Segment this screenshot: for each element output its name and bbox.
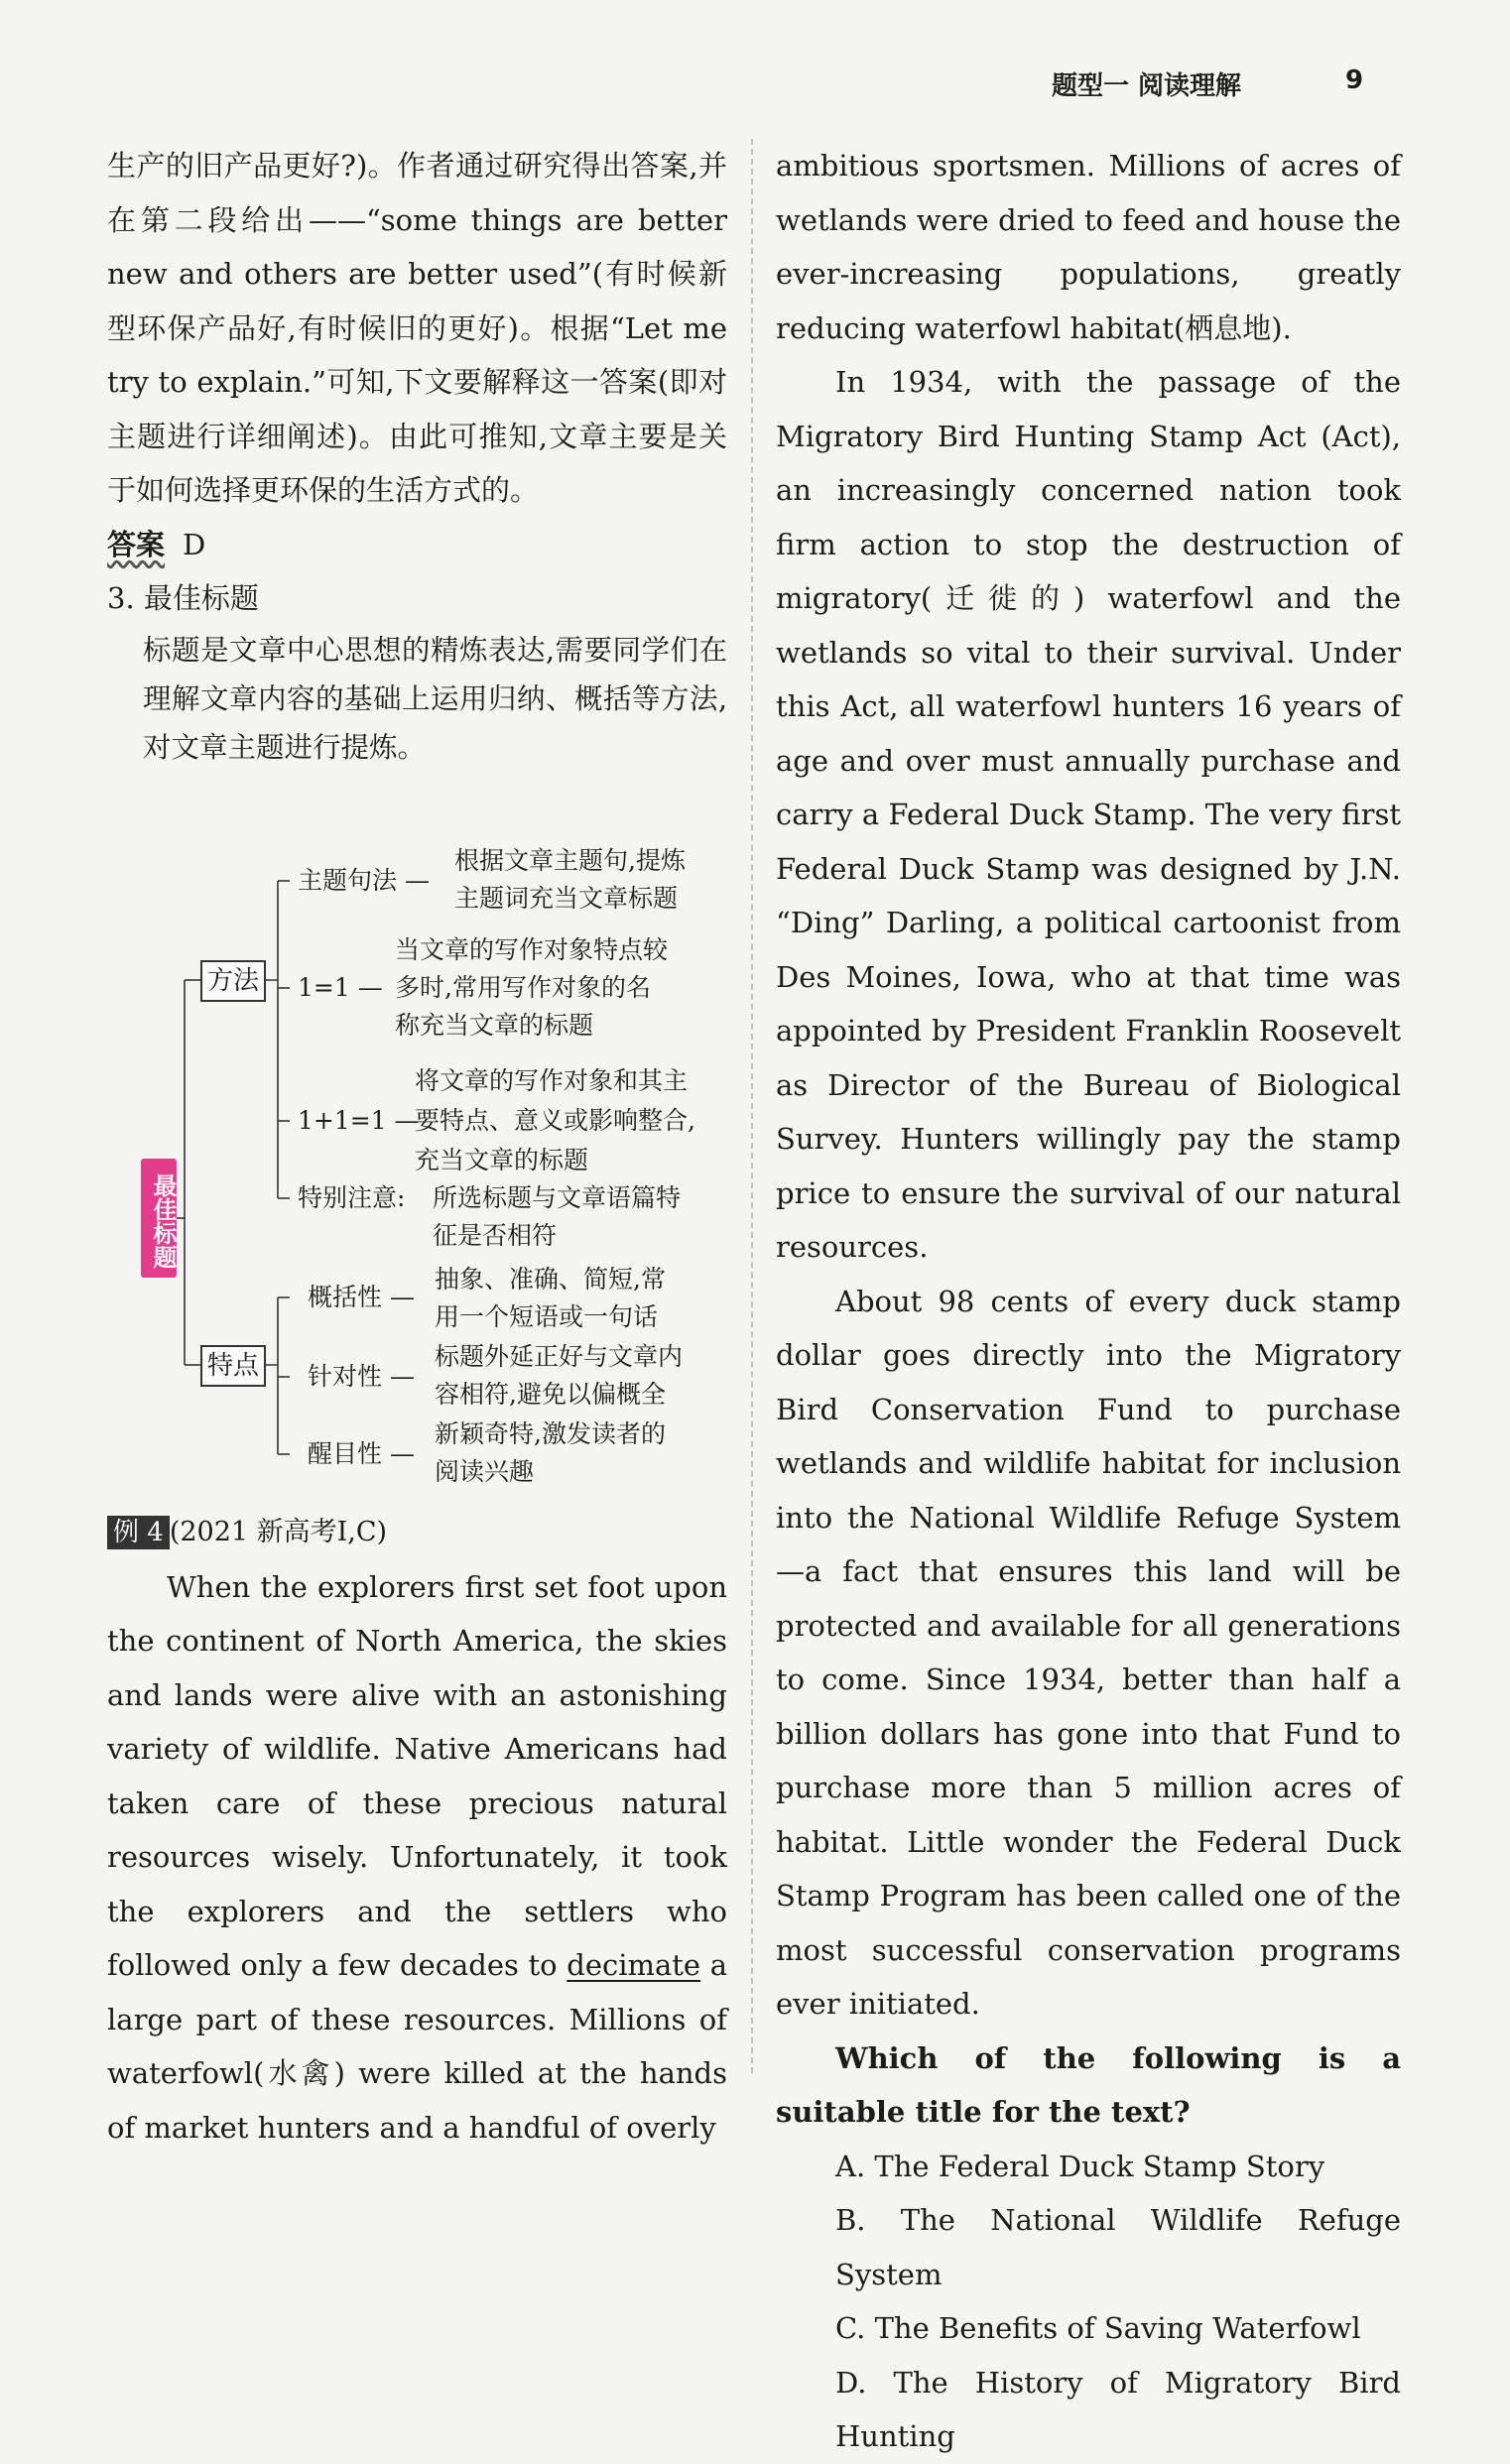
column-divider: [751, 139, 753, 2073]
feature-eye-catching-desc-2: 阅读兴趣: [435, 1457, 535, 1486]
feature-generality-desc-2: 用一个短语或一句话: [435, 1302, 659, 1331]
method-topic-sentence-desc-1: 根据文章主题句,提炼: [454, 846, 686, 875]
passage-paragraph-2: In 1934, with the passage of the Migratory Bird Hunting Stamp Act (Act), an increasingly concerned nation took firm action to stop the destruction of migratory(迁徙的) waterfowl and the wetlands so vital to their survival. Under this Act, all waterfowl hunters 16 years of age and over must annually purchase and carry a Federal Duck Stamp. The very first Federal Duck Stamp was designed by J.N. “Ding” Darling, a political cartoonist from Des Moines, Iowa, who at that time was appointed by President Franklin Roosevelt as Director of the Bureau of Biological Survey. Hunters willingly pay the stamp price to ensure the survival of our natural resources.: [776, 365, 1401, 1264]
answer-value: D: [183, 527, 206, 561]
example-tag: 例 4: [107, 1516, 170, 1549]
left-column-passage: [107, 1504, 727, 2155]
method-one-to-one: 1=1 —: [298, 973, 383, 1002]
mind-map-root: 最佳标题: [141, 1159, 177, 1278]
explanation-paragraph: 生产的旧产品更好?)。作者通过研究得出答案,并在第二段给出——“some things are better new and others are better used”(有时候新型环保产品好,有时候旧的更好)。根据“Let me try to explain.”可知,下文要解释这一答案(即对主题进行详细阐述)。由此可推知,文章主要是关于如何选择更环保的生活方式的。: [107, 149, 727, 507]
passage-paragraph-1: [107, 1560, 727, 2156]
method-combine-desc-1: 要特点、意义或影响整合,: [415, 1106, 695, 1135]
option-c: C. The Benefits of Saving Waterfowl: [835, 2311, 1361, 2345]
option-d: D. The History of Migratory Bird Hunting: [835, 2365, 1401, 2453]
feature-relevance: 针对性 —: [308, 1362, 415, 1391]
question: Which of the following is a suitable title for the text?: [776, 2040, 1401, 2129]
feature-relevance-desc-2: 容相符,避免以偏概全: [435, 1380, 666, 1409]
feature-relevance-desc-1: 标题外延正好与文章内: [435, 1342, 684, 1371]
method-combine: 1+1=1 —: [298, 1106, 420, 1135]
right-column: [776, 139, 1401, 2464]
category-method: 方法: [200, 960, 266, 1002]
category-feature: 特点: [200, 1345, 266, 1387]
left-column: [107, 139, 727, 772]
method-special-note-desc-1: 所选标题与文章语篇特: [433, 1183, 682, 1212]
method-special-note-desc-2: 征是否相符: [433, 1221, 558, 1250]
title-mind-map: [139, 841, 734, 1506]
feature-generality-desc-1: 抽象、准确、简短,常: [435, 1265, 666, 1294]
method-one-to-one-desc-2: 称充当文章的标题: [395, 1011, 594, 1040]
section-title: 3. 最佳标题: [107, 581, 259, 615]
example-header: [107, 1504, 727, 1560]
method-one-to-one-desc-1: 多时,常用写作对象的名: [395, 973, 651, 1002]
method-combine-pre: 将文章的写作对象和其主: [415, 1066, 689, 1095]
feature-generality: 概括性 —: [308, 1283, 415, 1311]
passage-paragraph-1-end: a large part of these resources. Millions of waterfowl(水禽) were killed at the hands of market hunters and a handful of overly: [107, 1948, 728, 2145]
example-source: (2021 新高考Ⅰ,C): [169, 1517, 388, 1547]
method-special-note: 特别注意:: [298, 1183, 406, 1212]
method-combine-desc-2: 充当文章的标题: [415, 1146, 589, 1174]
passage-paragraph-1-start: When the explorers first set foot upon the continent of North America, the skies and lands were alive with an astonishing variety of wildlife. Native Americans had taken care of these precious natural resources wisely. Unfortunately, it took the explorers and the settlers who followed only a few decades to: [107, 1569, 727, 1982]
answer-label: 答案: [107, 527, 166, 561]
passage-paragraph-1-cont: ambitious sportsmen. Millions of acres of wetlands were dried to feed and house the ever-increasing populations, greatly reducing waterfowl habitat(栖息地).: [776, 149, 1401, 345]
section-lede: 标题是文章中心思想的精炼表达,需要同学们在理解文章内容的基础上运用归纳、概括等方法,对文章主题进行提炼。: [143, 633, 727, 764]
running-head: 题型一 阅读理解: [1052, 71, 1242, 101]
option-a: A. The Federal Duck Stamp Story: [835, 2149, 1325, 2183]
answer-line: [107, 518, 727, 572]
page-number: 9: [1345, 65, 1364, 95]
feature-eye-catching-desc-1: 新颖奇特,激发读者的: [435, 1419, 666, 1448]
option-b: B. The National Wildlife Refuge System: [835, 2203, 1401, 2291]
passage-paragraph-3: About 98 cents of every duck stamp dollar goes directly into the Migratory Bird Conservation Fund to purchase wetlands and wildlife habitat for inclusion into the National Wildlife Refuge System—a fact that ensures this land will be protected and available for all generations to come. Since 1934, better than half a billion dollars has gone into that Fund to purchase more than 5 million acres of habitat. Little wonder the Federal Duck Stamp Program has been called one of the most successful conservation programs ever initiated.: [776, 1284, 1401, 2021]
method-one-to-one-pre: 当文章的写作对象特点较: [395, 935, 669, 964]
method-topic-sentence: 主题句法 —: [298, 866, 430, 895]
passage-keyword: decimate: [566, 1948, 701, 1982]
feature-eye-catching: 醒目性 —: [308, 1439, 415, 1468]
method-topic-sentence-desc-2: 主题词充当文章标题: [454, 884, 679, 913]
